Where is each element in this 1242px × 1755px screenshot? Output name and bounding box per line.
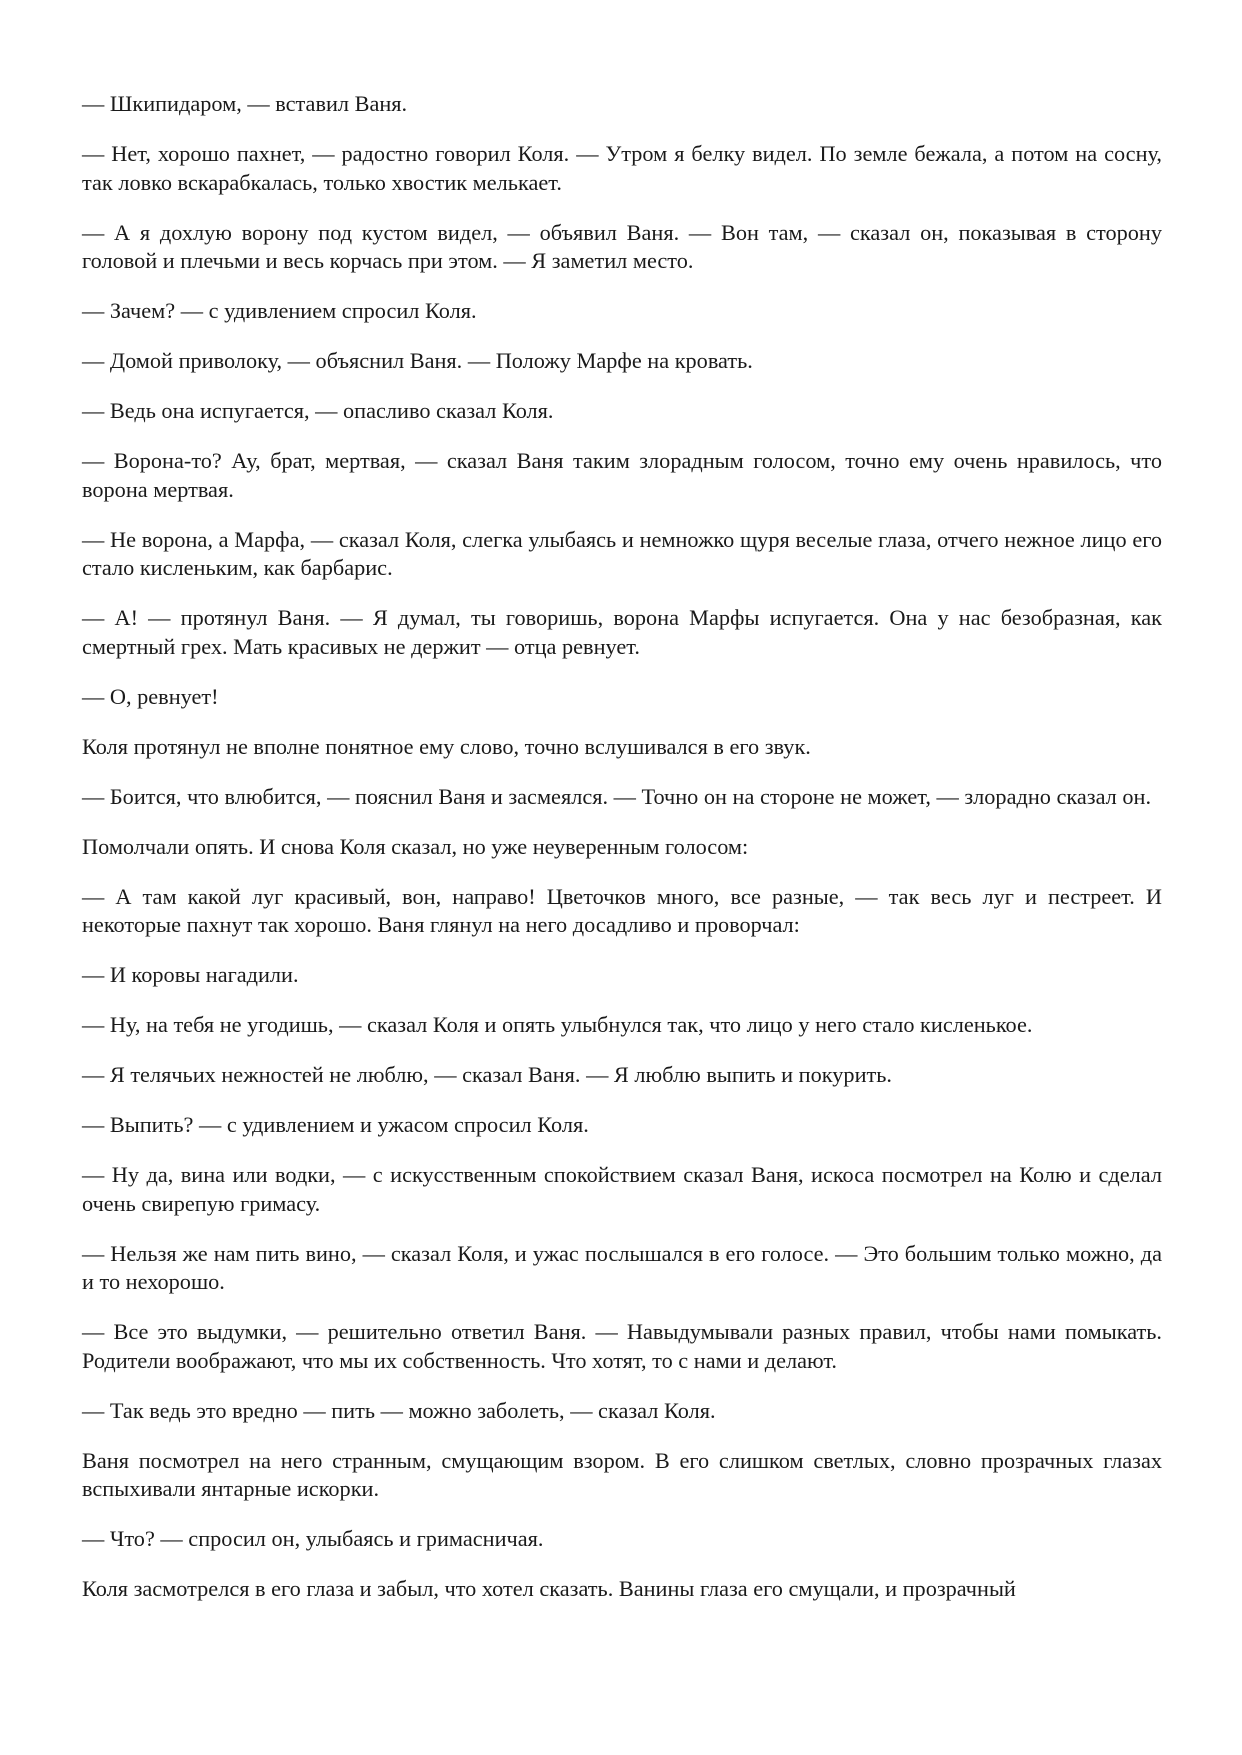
paragraph: Помолчали опять. И снова Коля сказал, но уже неуверенным голосом: [82,833,749,859]
paragraph: — О, ревнует! [82,683,219,709]
paragraph: — Шкипидаром, — вставил Ваня. [82,91,408,116]
paragraph: — Ну, на тебя не угодишь, — сказал Коля и опять улыбнулся так, что лицо у него стало кисленькое. [82,1012,1033,1037]
paragraph: — Я телячьих нежностей не люблю, — сказал Ваня. — Я люблю выпить и покурить. [82,1062,892,1087]
paragraph: — Что? — спросил он, улыбаясь и гримасничая. [82,1526,544,1551]
paragraph: — Ведь она испугается, — опасливо сказал Коля. [82,398,554,423]
paragraph: — А там какой луг красивый, вон, направо! Цветочков много, все разные, — так весь луг и пестреет. И некоторые пахнут так хорошо. Ваня глянул на него досадливо и проворчал: [82,883,1162,937]
paragraph: — Домой приволоку, — объяснил Ваня. — Положу Марфе на кровать. [82,348,753,373]
paragraph: Коля протянул не вполне понятное ему слово, точно вслушивался в его звук. [82,733,811,759]
paragraph: — Боится, что влюбится, — пояснил Ваня и засмеялся. — Точно он на стороне не может, — злорадно сказал он. [82,783,1152,809]
document-body [82,90,1162,1625]
paragraph: Коля засмотрелся в его глаза и забыл, что хотел сказать. Ванины глаза его смущали, и прозрачный [82,1576,1016,1601]
paragraph: — Нет, хорошо пахнет, — радостно говорил Коля. — Утром я белку видел. По земле бежала, а потом на сосну, так ловко вскарабкалась, только хвостик мелькает. [82,141,1162,195]
paragraph: — Ворона-то? Ау, брат, мертвая, — сказал Ваня таким злорадным голосом, точно ему очень нравилось, что ворона мертвая. [82,448,1162,502]
paragraph: — Нельзя же нам пить вино, — сказал Коля, и ужас послышался в его голосе. — Это большим только можно, да и то нехорошо. [82,1240,1162,1294]
paragraph: — Так ведь это вредно — пить — можно заболеть, — сказал Коля. [82,1397,716,1423]
paragraph: — Выпить? — с удивлением и ужасом спросил Коля. [82,1112,589,1137]
paragraph: — А я дохлую ворону под кустом видел, — объявил Ваня. — Вон там, — сказал он, показывая в сторону головой и плечьми и весь корчась при этом. — Я заметил место. [82,219,1162,273]
paragraph: — Ну да, вина или водки, — с искусственным спокойствием сказал Ваня, искоса посмотрел на Колю и сделал очень свирепую гримасу. [82,1162,1162,1216]
paragraph: — Не ворона, а Марфа, — сказал Коля, слегка улыбаясь и немножко щуря веселые глаза, отчего нежное лицо его стало кисленьким, как барбарис. [82,526,1162,580]
paragraph: — И коровы нагадили. [82,962,299,987]
paragraph: — Все это выдумки, — решительно ответил Ваня. — Навыдумывали разных правил, чтобы нами помыкать. Родители воображают, что мы их собственность. Что хотят, то с нами и делают. [82,1319,1162,1373]
paragraph: Ваня посмотрел на него странным, смущающим взором. В его слишком светлых, словно прозрачных глазах вспыхивали янтарные искорки. [82,1447,1162,1501]
paragraph: — Зачем? — с удивлением спросил Коля. [82,298,477,323]
paragraph: — А! — протянул Ваня. — Я думал, ты говоришь, ворона Марфы испугается. Она у нас безобразная, как смертный грех. Мать красивых не держит — отца ревнует. [82,605,1162,659]
